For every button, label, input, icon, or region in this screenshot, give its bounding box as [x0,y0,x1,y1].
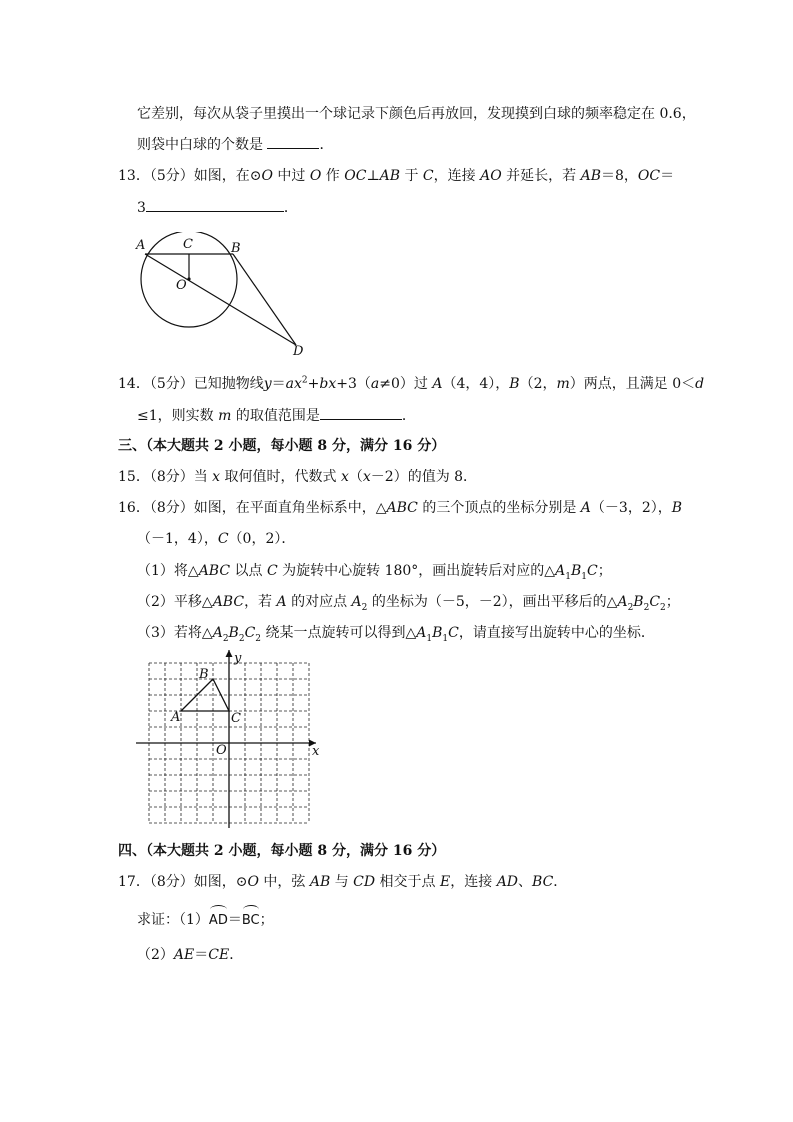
q17-proof1: 求证：（1）AD＝BC； [137,907,274,931]
arc-ad: AD [209,907,228,931]
q17-proof2: （2）AE＝CE． [137,947,244,963]
q13-line1: 13．（5分）如图，在⊙O 中过 O 作 OC⊥AB 于 C，连接 AO 并延长，若 AB＝8，OC＝ [118,168,675,184]
line-ad [145,254,296,345]
q16-line1: 16．（8分）如图，在平面直角坐标系中，△ABC 的三个顶点的坐标分别是 A（－3，2），B [118,500,683,516]
circle-figure [130,232,315,360]
label-a: A [171,710,181,725]
origin-label: O [216,743,227,758]
section-3-title: 三、（本大题共 2 小题，每小题 8 分，满分 16 分） [118,438,446,454]
label-o: O [176,278,187,293]
y-axis-arrow-icon [226,650,233,657]
q12-line1: 它差别，每次从袋子里摸出一个球记录下颜色后再放回，发现摸到白球的频率稳定在 0.6， [137,106,696,122]
answer-blank[interactable] [320,405,402,420]
answer-blank[interactable] [267,134,319,149]
q14-line2: ≤1，则实数 m 的取值范围是 ． [137,405,416,426]
label-a: A [136,238,146,253]
q16-step2: （2）平移△ABC，若 A 的对应点 $A_2$ 的坐标为（－5，－2），画出平移后的$\triangle A_2B_2C_2$； [137,594,680,613]
axis-label-y: y [234,651,242,666]
q16-step1: （1）将△ABC 以点 C 为旋转中心旋转 180°，画出旋转后对应的$\triangle A_1B_1C$； [137,563,612,582]
coordinate-grid-figure [136,648,326,830]
answer-blank[interactable] [146,197,284,212]
label-b: B [231,241,241,256]
center-dot [187,277,190,280]
q14-line1: 14．（5分）已知抛物线$y=ax^2+bx+3(a\ne 0)$过 A（4，4），B（2，m）两点，且满足 0＜d [118,375,705,392]
q16-line2: （－1，4），C（0，2）． [137,531,296,547]
q17-line1: 17．（8分）如图，⊙O 中，弦 AB 与 CD 相交于点 E，连接 AD、BC． [118,874,568,890]
section-4-title: 四、（本大题共 2 小题，每小题 8 分，满分 16 分） [118,843,446,859]
axis-label-x: x [312,744,320,759]
label-d: D [293,344,304,359]
label-b: B [199,667,209,682]
q16-step3: （3）若将$\triangle A_2B_2C_2$ 绕某一点旋转可以得到$\triangle A_1B_1C$，请直接写出旋转中心的坐标． [137,625,655,644]
arc-bc: BC [242,907,260,931]
q15-line: 15．（8分）当 x 取何值时，代数式 x（x－2）的值为 8． [118,469,478,485]
label-c: C [183,237,193,252]
line-bd [233,254,296,345]
q12-line2: 则袋中白球的个数是 ． [137,134,333,155]
q13-line2: 3 ． [137,197,298,218]
label-c: C [231,711,241,726]
